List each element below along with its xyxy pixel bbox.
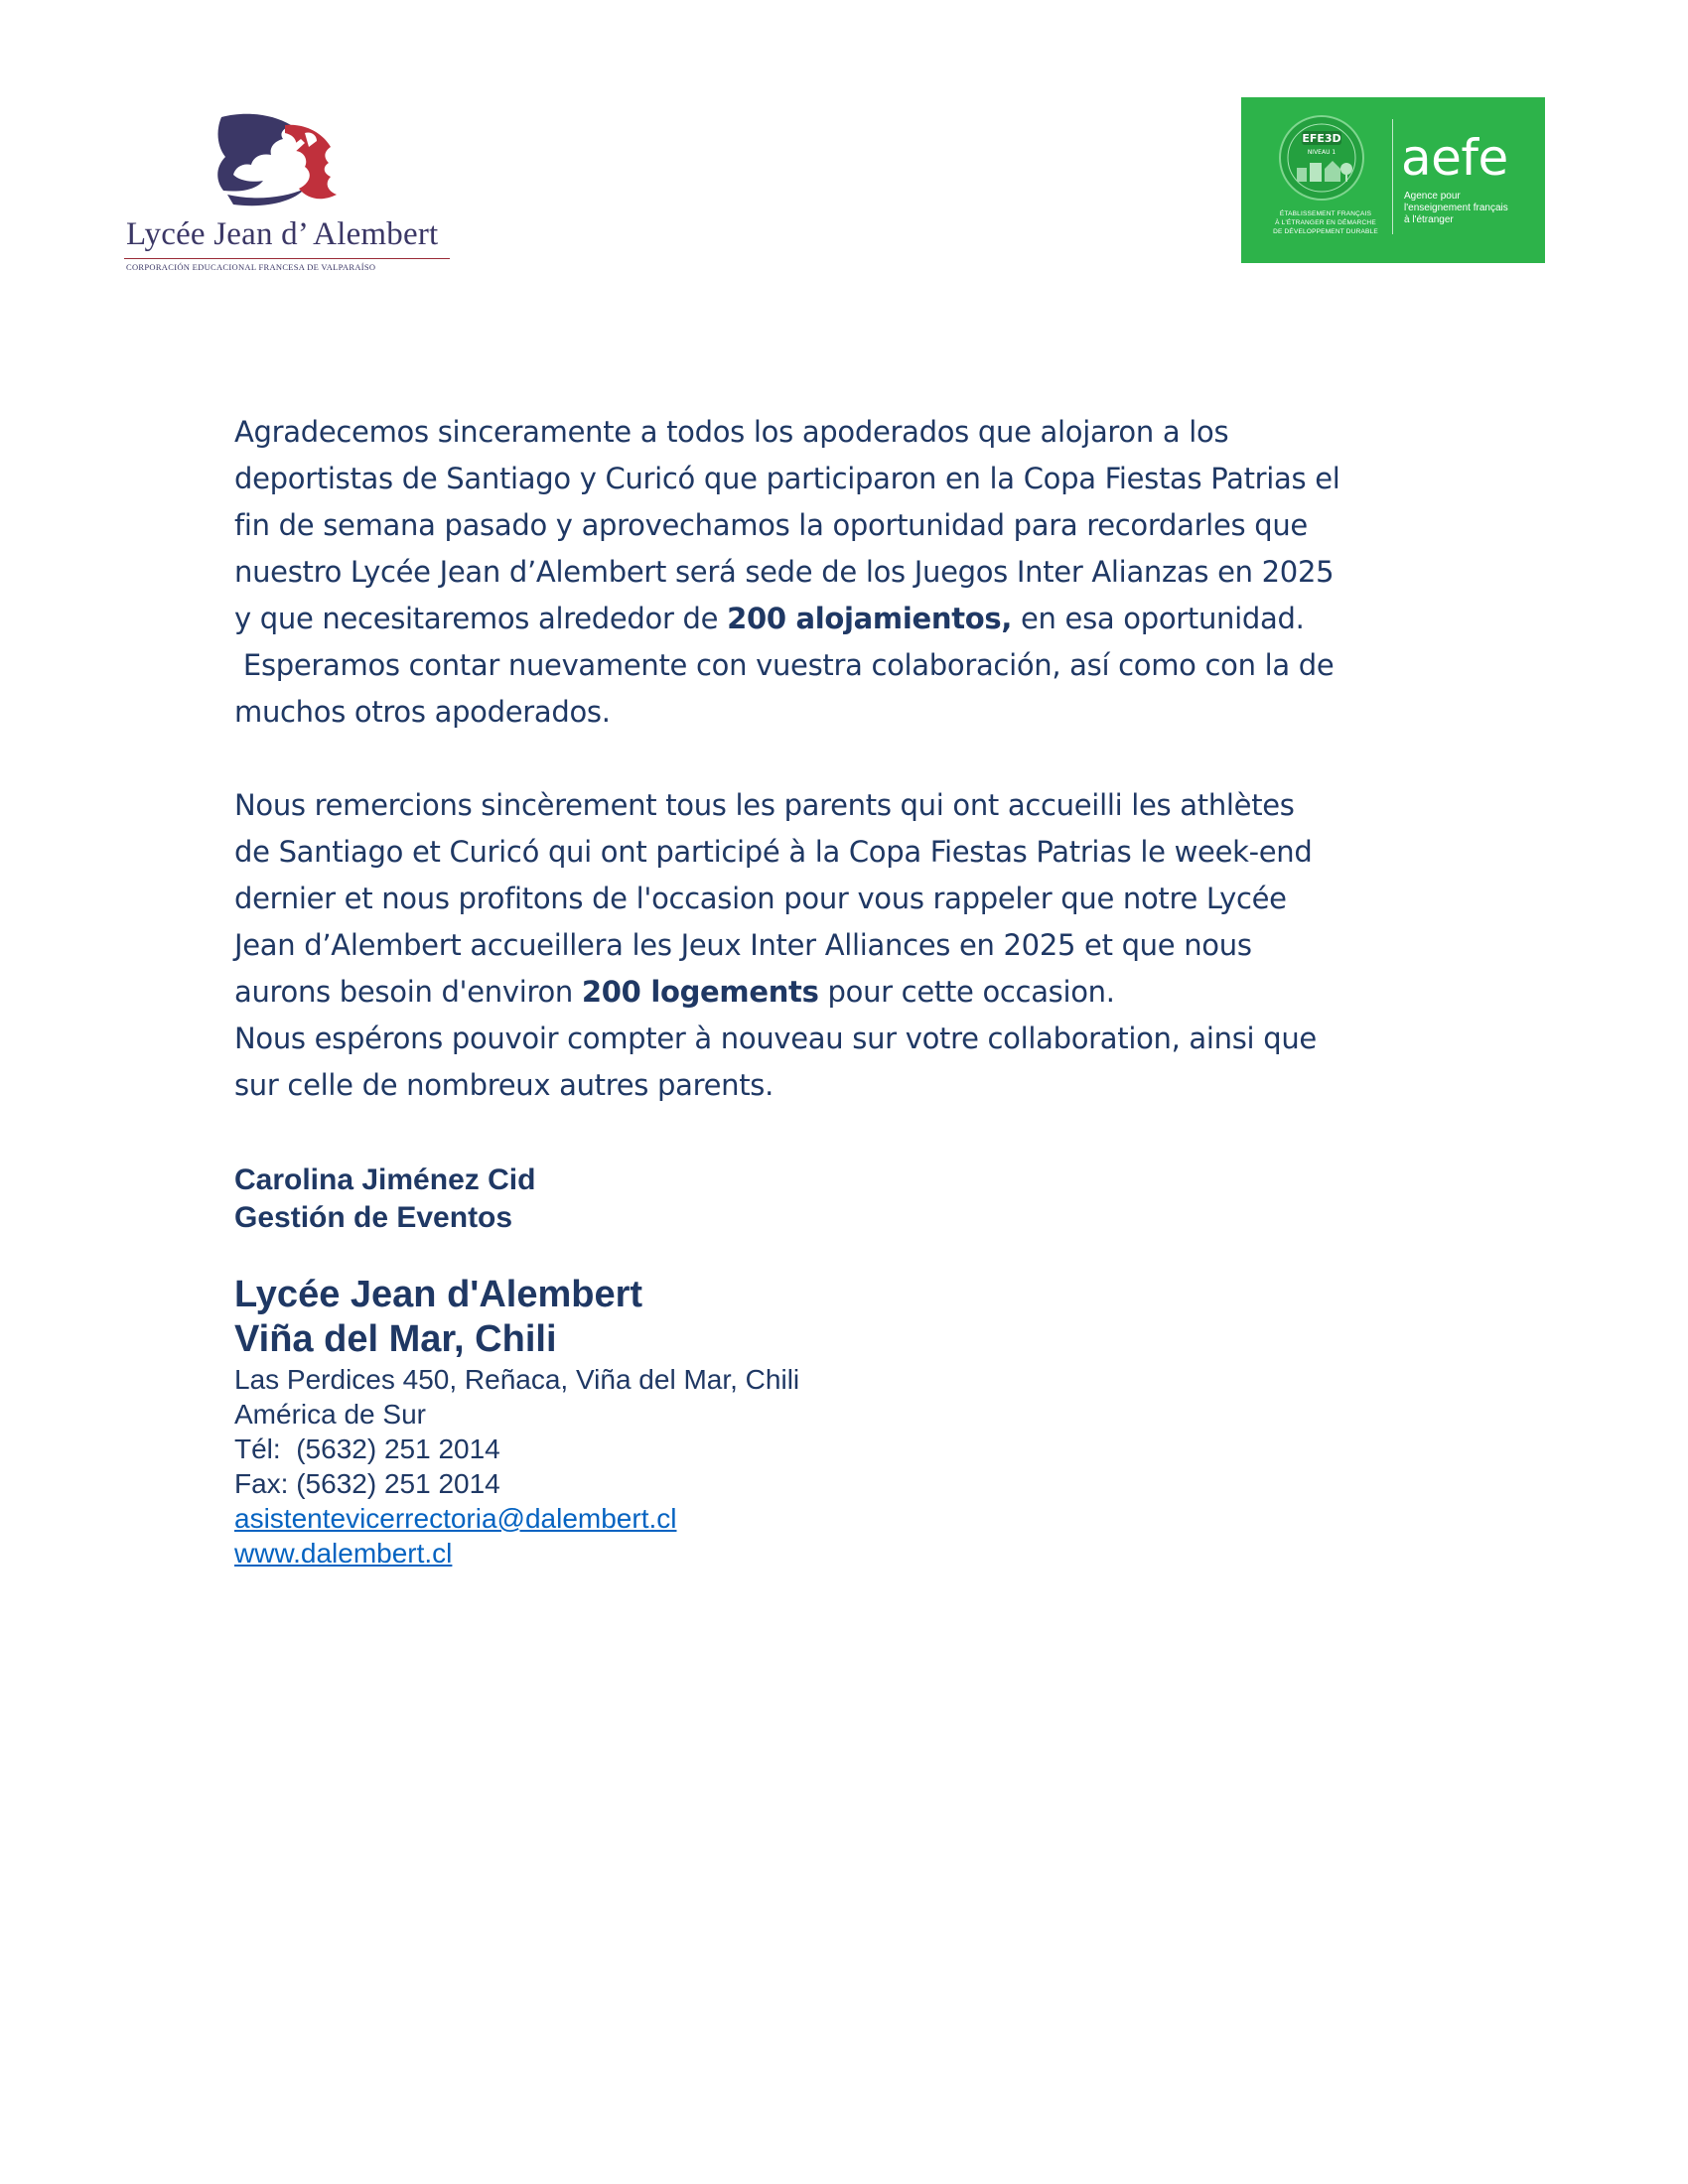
region: América de Sur <box>234 1399 426 1430</box>
text-line: Nous espérons pouvoir compter à nouveau sur votre collaboration, ainsi que <box>234 1022 1317 1055</box>
badge-level: NIVEAU 1 <box>1307 149 1336 156</box>
phone: Tél: (5632) 251 2014 <box>234 1433 500 1464</box>
aefe-brand: aefe <box>1401 129 1508 187</box>
aefe-logo <box>1241 97 1545 263</box>
paragraph-gap <box>234 736 1476 782</box>
badge-title: EFE3D <box>1302 132 1341 145</box>
text-line: nuestro Lycée Jean d’Alembert será sede de los Juegos Inter Alianzas en 2025 <box>234 555 1335 589</box>
highlight-count: 200 alojamientos, <box>727 602 1013 635</box>
marianne-silhouette-icon <box>213 111 352 210</box>
lycee-logo-subtitle: CORPORACIÓN EDUCACIONAL FRANCESA DE VALPARAÍSO <box>126 262 376 272</box>
text-line: Esperamos contar nuevamente con vuestra colaboración, así como con la de <box>234 648 1335 682</box>
text-line: Jean d’Alembert accueillera les Jeux Inter Alliances en 2025 et que nous <box>234 928 1252 962</box>
lycee-logo-name: Lycée Jean d’ Alembert <box>126 216 439 252</box>
website-link[interactable]: www.dalembert.cl <box>234 1538 453 1569</box>
organization-name: Lycée Jean d'Alembert <box>234 1274 643 1315</box>
text-line: deportistas de Santiago y Curicó que participaron en la Copa Fiestas Patrias el <box>234 462 1340 495</box>
highlight-count: 200 logements <box>581 975 819 1009</box>
contact-block <box>234 1273 799 1570</box>
text-line: Agradecemos sinceramente a todos los apoderados que alojaron a los <box>234 415 1229 449</box>
logo-divider <box>124 258 450 259</box>
logo-divider <box>1392 119 1393 234</box>
signer-name: Carolina Jiménez Cid <box>234 1163 536 1196</box>
paragraph-spanish <box>234 409 1476 736</box>
text-line: aurons besoin d'environ 200 logements pour cette occasion. <box>234 975 1115 1009</box>
signature-block <box>234 1161 535 1237</box>
address: Las Perdices 450, Reñaca, Viña del Mar, Chili <box>234 1364 800 1395</box>
lycee-logo <box>124 111 452 270</box>
email-link[interactable]: asistentevicerrectoria@dalembert.cl <box>234 1503 677 1534</box>
paragraph-french <box>234 782 1476 1109</box>
organization-city: Viña del Mar, Chili <box>234 1318 557 1360</box>
text-line: Nous remercions sincèrement tous les parents qui ont accueilli les athlètes <box>234 788 1295 822</box>
text-line: fin de semana pasado y aprovechamos la oportunidad para recordarles que <box>234 508 1308 542</box>
fax: Fax: (5632) 251 2014 <box>234 1468 500 1499</box>
letter-body <box>234 409 1476 1109</box>
badge-description: ÉTABLISSEMENT FRANÇAIS À L'ÉTRANGER EN DÉMARCHE DE DÉVELOPPEMENT DURABLE <box>1273 210 1378 235</box>
text-line: dernier et nous profitons de l'occasion pour vous rappeler que notre Lycée <box>234 882 1287 915</box>
signer-role: Gestión de Eventos <box>234 1201 513 1234</box>
text-line: sur celle de nombreux autres parents. <box>234 1068 774 1102</box>
text-line: y que necesitaremos alrededor de 200 alojamientos, en esa oportunidad. <box>234 602 1305 635</box>
aefe-tagline: Agence pour l'enseignement français à l'étranger <box>1404 191 1508 225</box>
text-line: de Santiago et Curicó qui ont participé à la Copa Fiestas Patrias le week-end <box>234 835 1313 869</box>
text-line: muchos otros apoderados. <box>234 695 611 729</box>
efe3d-badge-icon <box>1277 113 1366 203</box>
